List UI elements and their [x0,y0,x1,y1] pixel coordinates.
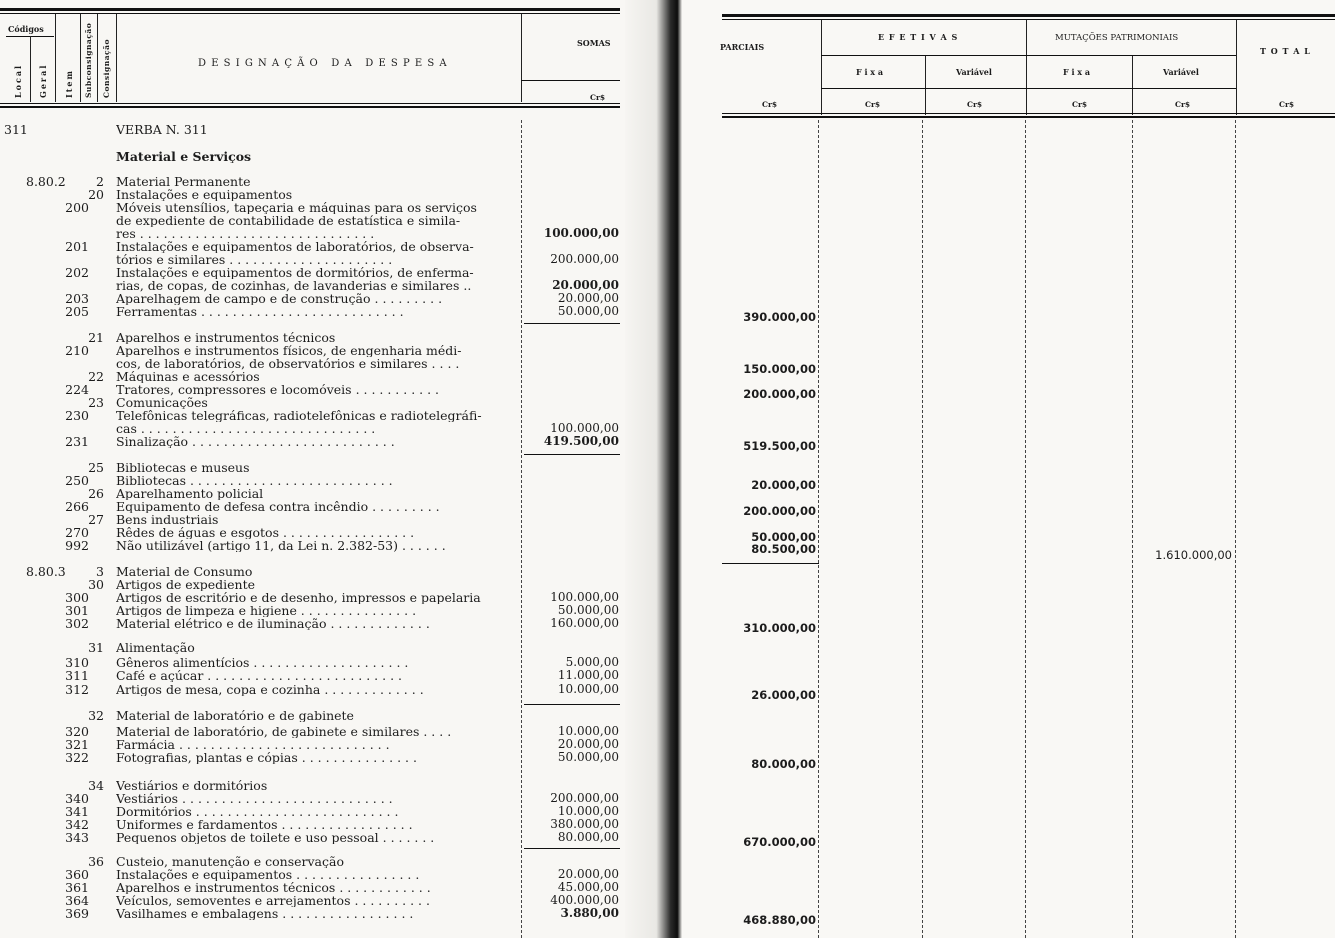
row-description: Equipamento de defesa contra incêndio . . . . . . . . . [116,500,440,513]
row-item-code: 341 [65,804,89,819]
r-body-col-sep [922,120,923,938]
r-header-rule-bottom-thick [722,116,1335,118]
book-spine [625,0,682,938]
row-description: Artigos de mesa, copa e cozinha . . . . . . . . . . . . . [116,683,424,696]
somas-rule [521,80,620,81]
local-label: Local [13,63,23,98]
col-sep [55,14,56,102]
row-item-code: 23 [88,395,104,410]
row-description: Móveis utensílios, tapeçaria e máquinas para os serviços [116,201,477,214]
row-description: res . . . . . . . . . . . . . . . . . . . . . . . . . . . . . . [116,227,375,240]
subtotal-rule [524,704,620,705]
parcial-amount: 310.000,00 [743,621,816,635]
row-amount: 419.500,00 [543,434,619,448]
row-description: Instalações e equipamentos . . . . . . . . . . . . . . . . [116,868,420,881]
total-currency: Cr$ [1279,100,1295,109]
efetivas-label: E F E T I V A S [878,32,959,42]
row-description: Vasilhames e embalagens . . . . . . . . . . . . . . . . . [116,907,414,920]
row-description: Máquinas e acessórios [116,370,260,383]
row-description: Instalações e equipamentos de laboratórios, de observa- [116,240,474,253]
col-sep [521,14,522,102]
row-item-code: 302 [65,616,89,631]
row-code: 8.80.2 [26,174,66,189]
row-description: Tratores, compressores e locomóveis . . . . . . . . . . . [116,383,440,396]
row-amount: 50.000,00 [557,750,619,764]
row-item-code: 322 [65,750,89,765]
row-amount: 45.000,00 [557,880,619,894]
section-title: Material e Serviços [116,150,252,163]
row-description: cas . . . . . . . . . . . . . . . . . . . . . . . . . . . . . . [116,422,376,435]
somas-currency: Cr$ [590,93,606,102]
row-item-code: 224 [65,382,89,397]
row-item-code: 231 [65,434,89,449]
row-description: Veículos, semoventes e arrejamentos . . . . . . . . . . [116,894,430,907]
left-page [0,0,625,938]
row-description: Fotografias, plantas e cópias . . . . . . . . . . . . . . . [116,751,417,764]
row-description: rias, de copas, de cozinhas, de lavanderias e similares .. [116,279,472,292]
mutacoes-label: MUTAÇÕES PATRIMONIAIS [1055,33,1179,43]
row-description: Farmácia . . . . . . . . . . . . . . . . . . . . . . . . . . . [116,738,390,751]
row-description: Material de Consumo [116,565,253,578]
parcial-amount: 50.000,00 [751,530,816,544]
row-amount: 50.000,00 [557,603,619,617]
row-description: Bens industriais [116,513,219,526]
codigos-label: Códigos [8,24,44,34]
r-col-sep [925,56,926,115]
row-description: Material elétrico e de iluminação . . . . . . . . . . . . . [116,617,430,630]
row-description: Artigos de limpeza e higiene . . . . . . . . . . . . . . . [116,604,417,617]
r-group-rule [821,55,1236,56]
col-sep [80,14,81,102]
mutacoes-fixa-currency: Cr$ [1072,100,1088,109]
row-description: Aparelhos e instrumentos técnicos . . . . . . . . . . . . [116,881,431,894]
row-amount: 100.000,00 [543,226,619,240]
parcial-amount: 20.000,00 [751,478,816,492]
row-item-code: 210 [65,343,89,358]
row-description: Instalações e equipamentos de dormitórios, de enferma- [116,266,474,279]
subtotal-rule [524,454,620,455]
row-amount: 10.000,00 [557,804,619,818]
row-description: Alimentação [116,641,195,654]
row-description: de expediente de contabilidade de estatística e simila- [116,214,461,227]
row-amount: 5.000,00 [565,655,619,669]
row-description: Vestiários e dormitórios [116,779,268,792]
parcial-amount: 80.500,00 [751,542,816,556]
designacao-label: D E S I G N A Ç Ã O D A D E S P E S A [198,58,448,69]
row-amount: 11.000,00 [557,668,619,682]
efetivas-fixa-label: F i x a [856,67,884,77]
row-item-code: 205 [65,304,89,319]
row-item-code: 301 [65,603,89,618]
row-amount: 160.000,00 [550,616,619,630]
row-item-code: 250 [65,473,89,488]
row-amount: 200.000,00 [550,791,619,805]
parciais-currency: Cr$ [762,100,778,109]
efetivas-variavel-label: Variável [956,67,992,77]
row-item-code: 36 [88,854,104,869]
parciais-subtotal-rule [722,563,819,564]
efetivas-fixa-currency: Cr$ [865,100,881,109]
row-item-code: 992 [65,538,89,553]
row-amount: 20.000,00 [557,291,619,305]
row-item-code: 27 [88,512,104,527]
row-item-code: 202 [65,265,89,280]
row-item-code: 3 [96,564,104,579]
r-col-sep [1132,56,1133,115]
row-description: Aparelhos e instrumentos técnicos [116,331,336,344]
verba-title: VERBA N. 311 [116,123,208,136]
row-amount: 400.000,00 [550,893,619,907]
mutacoes-variavel-currency: Cr$ [1175,100,1191,109]
row-item-code: 31 [88,640,104,655]
r-sub-rule [821,88,1236,89]
row-description: Telefônicas telegráficas, radiotelefônicas e radiotelegráfi- [116,409,482,422]
row-item-code: 364 [65,893,89,908]
col-sep [116,14,117,102]
mutacoes-fixa-label: F i x a [1063,67,1091,77]
r-col-sep [821,20,822,115]
row-description: Material Permanente [116,175,251,188]
r-col-sep [1236,20,1237,115]
geral-label: Geral [38,63,48,98]
row-description: Custeio, manutenção e conservação [116,855,344,868]
row-amount: 20.000,00 [557,737,619,751]
efetivas-variavel-currency: Cr$ [967,100,983,109]
parcial-amount: 26.000,00 [751,688,816,702]
row-item-code: 203 [65,291,89,306]
row-item-code: 230 [65,408,89,423]
parcial-amount: 80.000,00 [751,757,816,771]
row-code: 8.80.3 [26,564,66,579]
r-col-sep [1026,20,1027,115]
row-description: Bibliotecas . . . . . . . . . . . . . . . . . . . . . . . . . . [116,474,393,487]
row-item-code: 343 [65,830,89,845]
row-item-code: 34 [88,778,104,793]
row-item-code: 20 [88,187,104,202]
row-description: Pequenos objetos de toilete e uso pessoal . . . . . . . [116,831,435,844]
row-amount: 50.000,00 [557,304,619,318]
row-description: Aparelhagem de campo e de construção . . . . . . . . . [116,292,443,305]
r-header-rule-top-thin [722,19,1335,20]
row-item-code: 270 [65,525,89,540]
row-description: tórios e similares . . . . . . . . . . . . . . . . . . . . . [116,253,393,266]
row-amount: 10.000,00 [557,724,619,738]
row-description: Material de laboratório e de gabinete [116,709,354,722]
header-rule-bottom [0,103,620,104]
row-item-code: 312 [65,682,89,697]
row-amount: 100.000,00 [550,590,619,604]
row-description: Rêdes de águas e esgotos . . . . . . . . . . . . . . . . . [116,526,415,539]
r-header-rule-bottom [722,113,1335,114]
row-description: Ferramentas . . . . . . . . . . . . . . . . . . . . . . . . . . [116,305,404,318]
row-description: Material de laboratório, de gabinete e similares . . . . [116,725,452,738]
row-item-code: 300 [65,590,89,605]
row-amount: 380.000,00 [550,817,619,831]
item-label: Item [64,69,74,98]
mutacoes-variavel-value: 1.610.000,00 [1155,548,1232,562]
header-rule-top [0,8,620,11]
r-body-col-sep [1132,120,1133,938]
parcial-amount: 468.880,00 [743,913,816,927]
row-amount: 3.880,00 [560,906,619,920]
row-item-code: 266 [65,499,89,514]
row-description: Aparelhamento policial [116,487,264,500]
row-description: Gêneros alimentícios . . . . . . . . . . . . . . . . . . . . [116,656,409,669]
row-description: Instalações e equipamentos [116,188,293,201]
row-amount: 80.000,00 [557,830,619,844]
row-description: Sinalização . . . . . . . . . . . . . . . . . . . . . . . . . . [116,435,395,448]
row-description: Vestiários . . . . . . . . . . . . . . . . . . . . . . . . . . . [116,792,393,805]
row-description: Bibliotecas e museus [116,461,250,474]
r-body-col-sep [1025,120,1026,938]
row-amount: 200.000,00 [550,252,619,266]
row-amount: 10.000,00 [557,682,619,696]
somas-label: SOMAS [577,38,611,48]
row-code: 311 [4,122,28,137]
right-page [682,0,1335,938]
row-item-code: 311 [65,668,89,683]
row-item-code: 340 [65,791,89,806]
r-body-col-sep [818,120,819,938]
header-rule-top-thin [0,13,620,14]
row-item-code: 26 [88,486,104,501]
row-item-code: 201 [65,239,89,254]
header-rule-bottom-thick [0,106,620,108]
row-amount: 20.000,00 [552,278,619,292]
row-item-code: 360 [65,867,89,882]
row-description: Artigos de escritório e de desenho, impressos e papelaria [116,591,481,604]
row-item-code: 342 [65,817,89,832]
parcial-amount: 670.000,00 [743,835,816,849]
row-item-code: 320 [65,724,89,739]
row-item-code: 32 [88,708,104,723]
col-sep [97,14,98,102]
row-item-code: 321 [65,737,89,752]
row-amount: 20.000,00 [557,867,619,881]
row-item-code: 369 [65,906,89,921]
parcial-amount: 200.000,00 [743,387,816,401]
row-item-code: 2 [96,174,104,189]
parcial-amount: 390.000,00 [743,310,816,324]
row-description: Não utilizável (artigo 11, da Lei n. 2.382-53) . . . . . . [116,539,446,552]
subtotal-rule [524,323,620,324]
row-amount: 100.000,00 [550,421,619,435]
row-item-code: 200 [65,200,89,215]
subconsignacao-label: Subconsignação [84,22,93,98]
row-item-code: 30 [88,577,104,592]
parcial-amount: 519.500,00 [743,439,816,453]
r-header-rule-top [722,14,1335,17]
subtotal-rule [524,848,620,849]
parcial-amount: 150.000,00 [743,362,816,376]
row-item-code: 21 [88,330,104,345]
consignacao-label: Consignação [102,39,111,98]
parcial-amount: 200.000,00 [743,504,816,518]
r-body-col-sep [1235,120,1236,938]
row-description: Artigos de expediente [116,578,256,591]
row-description: Uniformes e fardamentos . . . . . . . . . . . . . . . . . [116,818,413,831]
row-description: Aparelhos e instrumentos físicos, de engenharia médi- [116,344,462,357]
row-item-code: 22 [88,369,104,384]
row-description: Dormitórios . . . . . . . . . . . . . . . . . . . . . . . . . . [116,805,399,818]
col-sep [30,36,31,102]
mutacoes-variavel-label: Variável [1163,67,1199,77]
row-description: Comunicações [116,396,208,409]
row-item-code: 310 [65,655,89,670]
row-description: cos, de laboratórios, de observatórios e similares . . . . [116,357,460,370]
row-item-code: 361 [65,880,89,895]
parciais-label: PARCIAIS [720,42,765,52]
row-item-code: 25 [88,460,104,475]
row-description: Café e açúcar . . . . . . . . . . . . . . . . . . . . . . . . . [116,669,402,682]
total-label: T O T A L [1260,46,1311,56]
